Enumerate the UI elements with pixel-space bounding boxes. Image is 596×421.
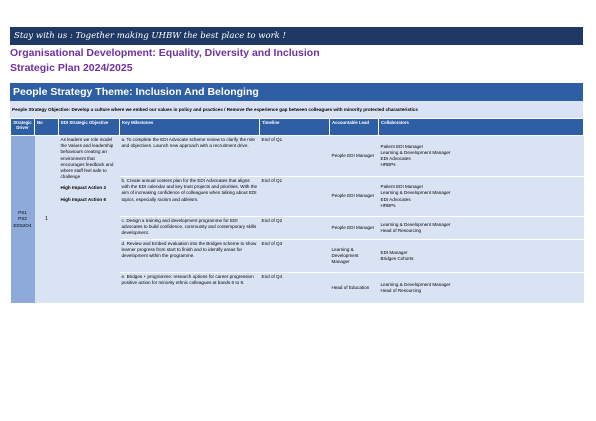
timeline-cell: End of Q2 xyxy=(260,217,330,240)
collaborator: EDI Manager xyxy=(380,249,408,255)
lead-cell: Learning & Development Manager xyxy=(330,240,379,273)
collaborator: HRBPs xyxy=(380,202,396,208)
lead-cell: People EDI Manager xyxy=(330,177,379,217)
page-subtitle: Strategic Plan 2024/2025 xyxy=(10,62,133,74)
table-row xyxy=(11,136,584,177)
timeline-cell: End of Q4 xyxy=(260,273,330,304)
collaborator: EDI Advocates xyxy=(380,156,411,161)
driver-ps2: PS2 xyxy=(18,216,27,222)
col-header-lead: Accountable Lead xyxy=(330,119,379,136)
objective-line: People Strategy Objective: Develop a culture where we embed our values in policy and practices / Remove the experience gap between colleagues with minority protected characteristics xyxy=(10,101,583,118)
collaborator: Learning & Development Manager xyxy=(380,149,451,155)
timeline-cell: End of Q3 xyxy=(260,240,330,273)
driver-ps1: PS1 xyxy=(18,210,27,216)
collaborators-cell xyxy=(379,177,584,217)
collaborator: EDI Advocates xyxy=(380,196,411,202)
collaborator: HRBPs xyxy=(380,162,396,168)
col-header-collaborators: Collaborators xyxy=(379,119,584,136)
driver-eds: EDS2O4 xyxy=(13,222,32,228)
banner: Stay with us : Together making UHBW the best place to work ! xyxy=(10,27,583,45)
collaborator: Patient EDI Manager xyxy=(380,143,424,149)
milestone-cell: e. Bridges + programme: research options for career progression positive action for minority ethnic colleagues at bands 6 to 8. xyxy=(120,273,260,304)
collaborators-cell xyxy=(379,240,584,273)
edi-objective-cell xyxy=(59,136,120,304)
row-number: 1 xyxy=(35,136,59,304)
lead-cell: People EDI Manager xyxy=(330,136,379,177)
col-header-driver: Strategic Driver xyxy=(11,119,35,136)
milestone-cell: b. Create annual content plan for the EDI Advocates that aligns with the EDI calendar and key trust projects and priorities. With the aim of increasing confidence of colleagues when talking about EDI topics, especially racism and ableism. xyxy=(120,177,260,217)
lead-cell: Head of Education xyxy=(330,273,379,304)
table-header-row xyxy=(11,119,584,136)
lead-cell: People EDI Manager xyxy=(330,217,379,240)
strategy-table xyxy=(10,118,584,304)
collaborator: Learning & Development Manager xyxy=(380,221,451,227)
high-impact-action-6: High Impact Action 6 xyxy=(60,196,107,202)
collaborators-cell xyxy=(379,217,584,240)
collaborators-cell xyxy=(379,136,584,177)
edi-objective-text: As leaders we role model the Values and leadership behaviours creating an environment that encourages feedback and where staff feel safe to challenge xyxy=(60,137,114,180)
timeline-cell: End of Q1 xyxy=(260,177,330,217)
high-impact-action-2: High Impact Action 2 xyxy=(60,185,107,191)
col-header-milestones: Key Milestones xyxy=(120,119,260,136)
collaborator: Head of Resourcing xyxy=(380,288,422,293)
collaborator: Bridges Cohorts xyxy=(380,256,414,261)
timeline-cell: End of Q1 xyxy=(260,136,330,177)
collaborators-cell xyxy=(379,273,584,304)
col-header-no: No xyxy=(35,119,59,136)
page-title: Organisational Development: Equality, Diversity and Inclusion xyxy=(10,47,320,59)
col-header-objective: EDI Strategic Objective xyxy=(59,119,120,136)
milestone-cell: c. Design a training and development programme for EDI advocates to build confidence, community and contemporary skills development. xyxy=(120,217,260,240)
collaborator: Patient EDI Manager xyxy=(380,184,424,190)
collaborator: Head of Resourcing xyxy=(380,228,422,233)
theme-heading: People Strategy Theme: Inclusion And Belonging xyxy=(10,83,583,101)
milestone-cell: a. To complete the EDI Advocate scheme review to clarify the role and objectives. Launch new approach with a recruitment drive. xyxy=(120,136,260,177)
collaborator: Learning & Development Manager xyxy=(380,190,451,196)
collaborator: Learning & Development Manager xyxy=(380,281,451,287)
milestone-cell: d. Review and Embed evaluation into the Bridges scheme to show learner progress from start to finish and to identify areas for development within the programme. xyxy=(120,240,260,273)
strategic-driver-cell xyxy=(11,136,35,304)
col-header-timeline: Timeline xyxy=(260,119,330,136)
